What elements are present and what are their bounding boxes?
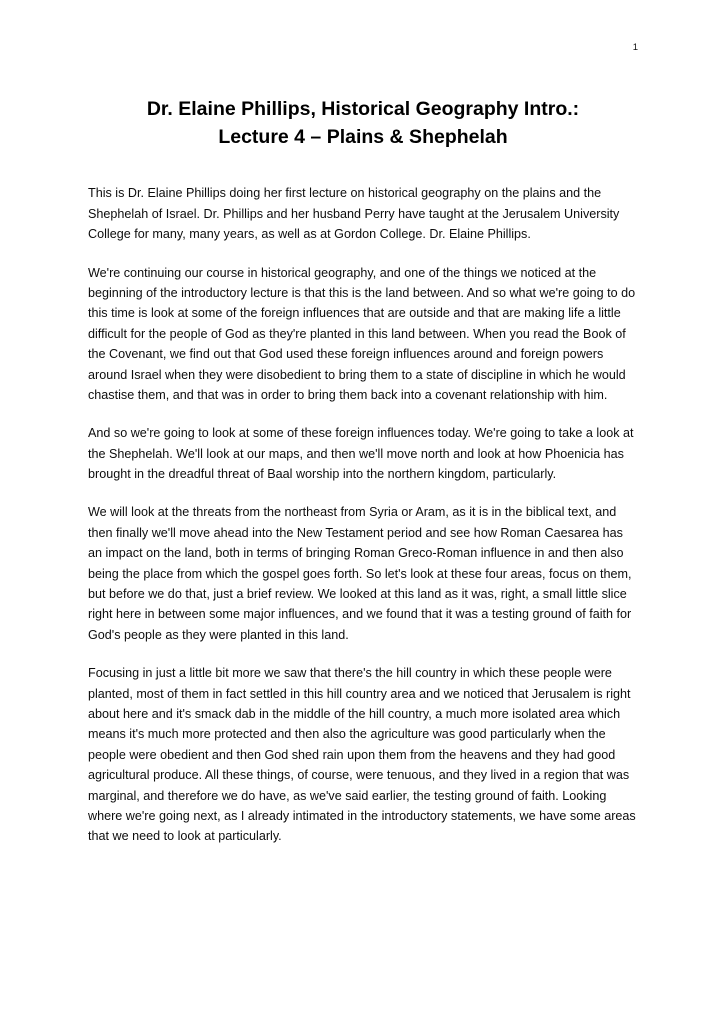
paragraph: Focusing in just a little bit more we saw that there's the hill country in which these people were planted, most of them in fact settled in this hill country area and we noticed that Jerusalem is right about here and it's smack dab in the middle of the hill country, a much more isolated area which means it's much more protected and then also the agriculture was good particularly when the people were obedient and then God shed rain upon them from the heavens and they had good agricultural produce. All these things, of course, were tenuous, and they lived in a region that was marginal, and therefore we do have, as we've said earlier, the testing ground of faith. Looking where we're going next, as I already intimated in the introductory statements, we have some areas that we need to look at particularly.: [88, 666, 636, 844]
page-number: 1: [632, 42, 638, 53]
page-title-line-2: Lecture 4 – Plains & Shephelah: [218, 125, 508, 148]
paragraph: And so we're going to look at some of these foreign influences today. We're going to take a look at the Shephelah. We'll look at our maps, and then we'll move north and look at how Phoenicia has brought in the dreadful threat of Baal worship into the northern kingdom, particularly.: [88, 426, 634, 482]
page-title: [88, 96, 638, 151]
paragraph: We will look at the threats from the northeast from Syria or Aram, as it is in the biblical text, and then finally we'll move ahead into the New Testament period and see how Roman Caesarea has an impact on the land, both in terms of bringing Roman Greco-Roman influence in and then also being the place from which the gospel goes forth. So let's look at these four areas, focus on them, but before we do that, just a brief review. We looked at this land as it was, right, a small little slice right here in between some major influences, and we found that it was a testing ground of faith for God's people as they were planted in this land.: [88, 505, 632, 642]
paragraph: This is Dr. Elaine Phillips doing her first lecture on historical geography on the plains and the Shephelah of Israel. Dr. Phillips and her husband Perry have taught at the Jerusalem University College for many, many years, as well as at Gordon College. Dr. Elaine Phillips.: [88, 186, 620, 242]
page-title-line-1: Dr. Elaine Phillips, Historical Geography Intro.:: [146, 98, 580, 120]
paragraph: We're continuing our course in historical geography, and one of the things we noticed at the beginning of the introductory lecture is that this is the land between. And so what we're going to do this time is look at some of the foreign influences that are outside and that are making life a little difficult for the people of God as they're planted in this land between. When you read the Book of the Covenant, we find out that God used these foreign influences around and foreign powers around Israel when they were disobedient to bring them to a state of discipline in which he would chastise them, and that was in order to bring them back into a covenant relationship with him.: [88, 265, 636, 402]
document-body: [88, 183, 638, 846]
